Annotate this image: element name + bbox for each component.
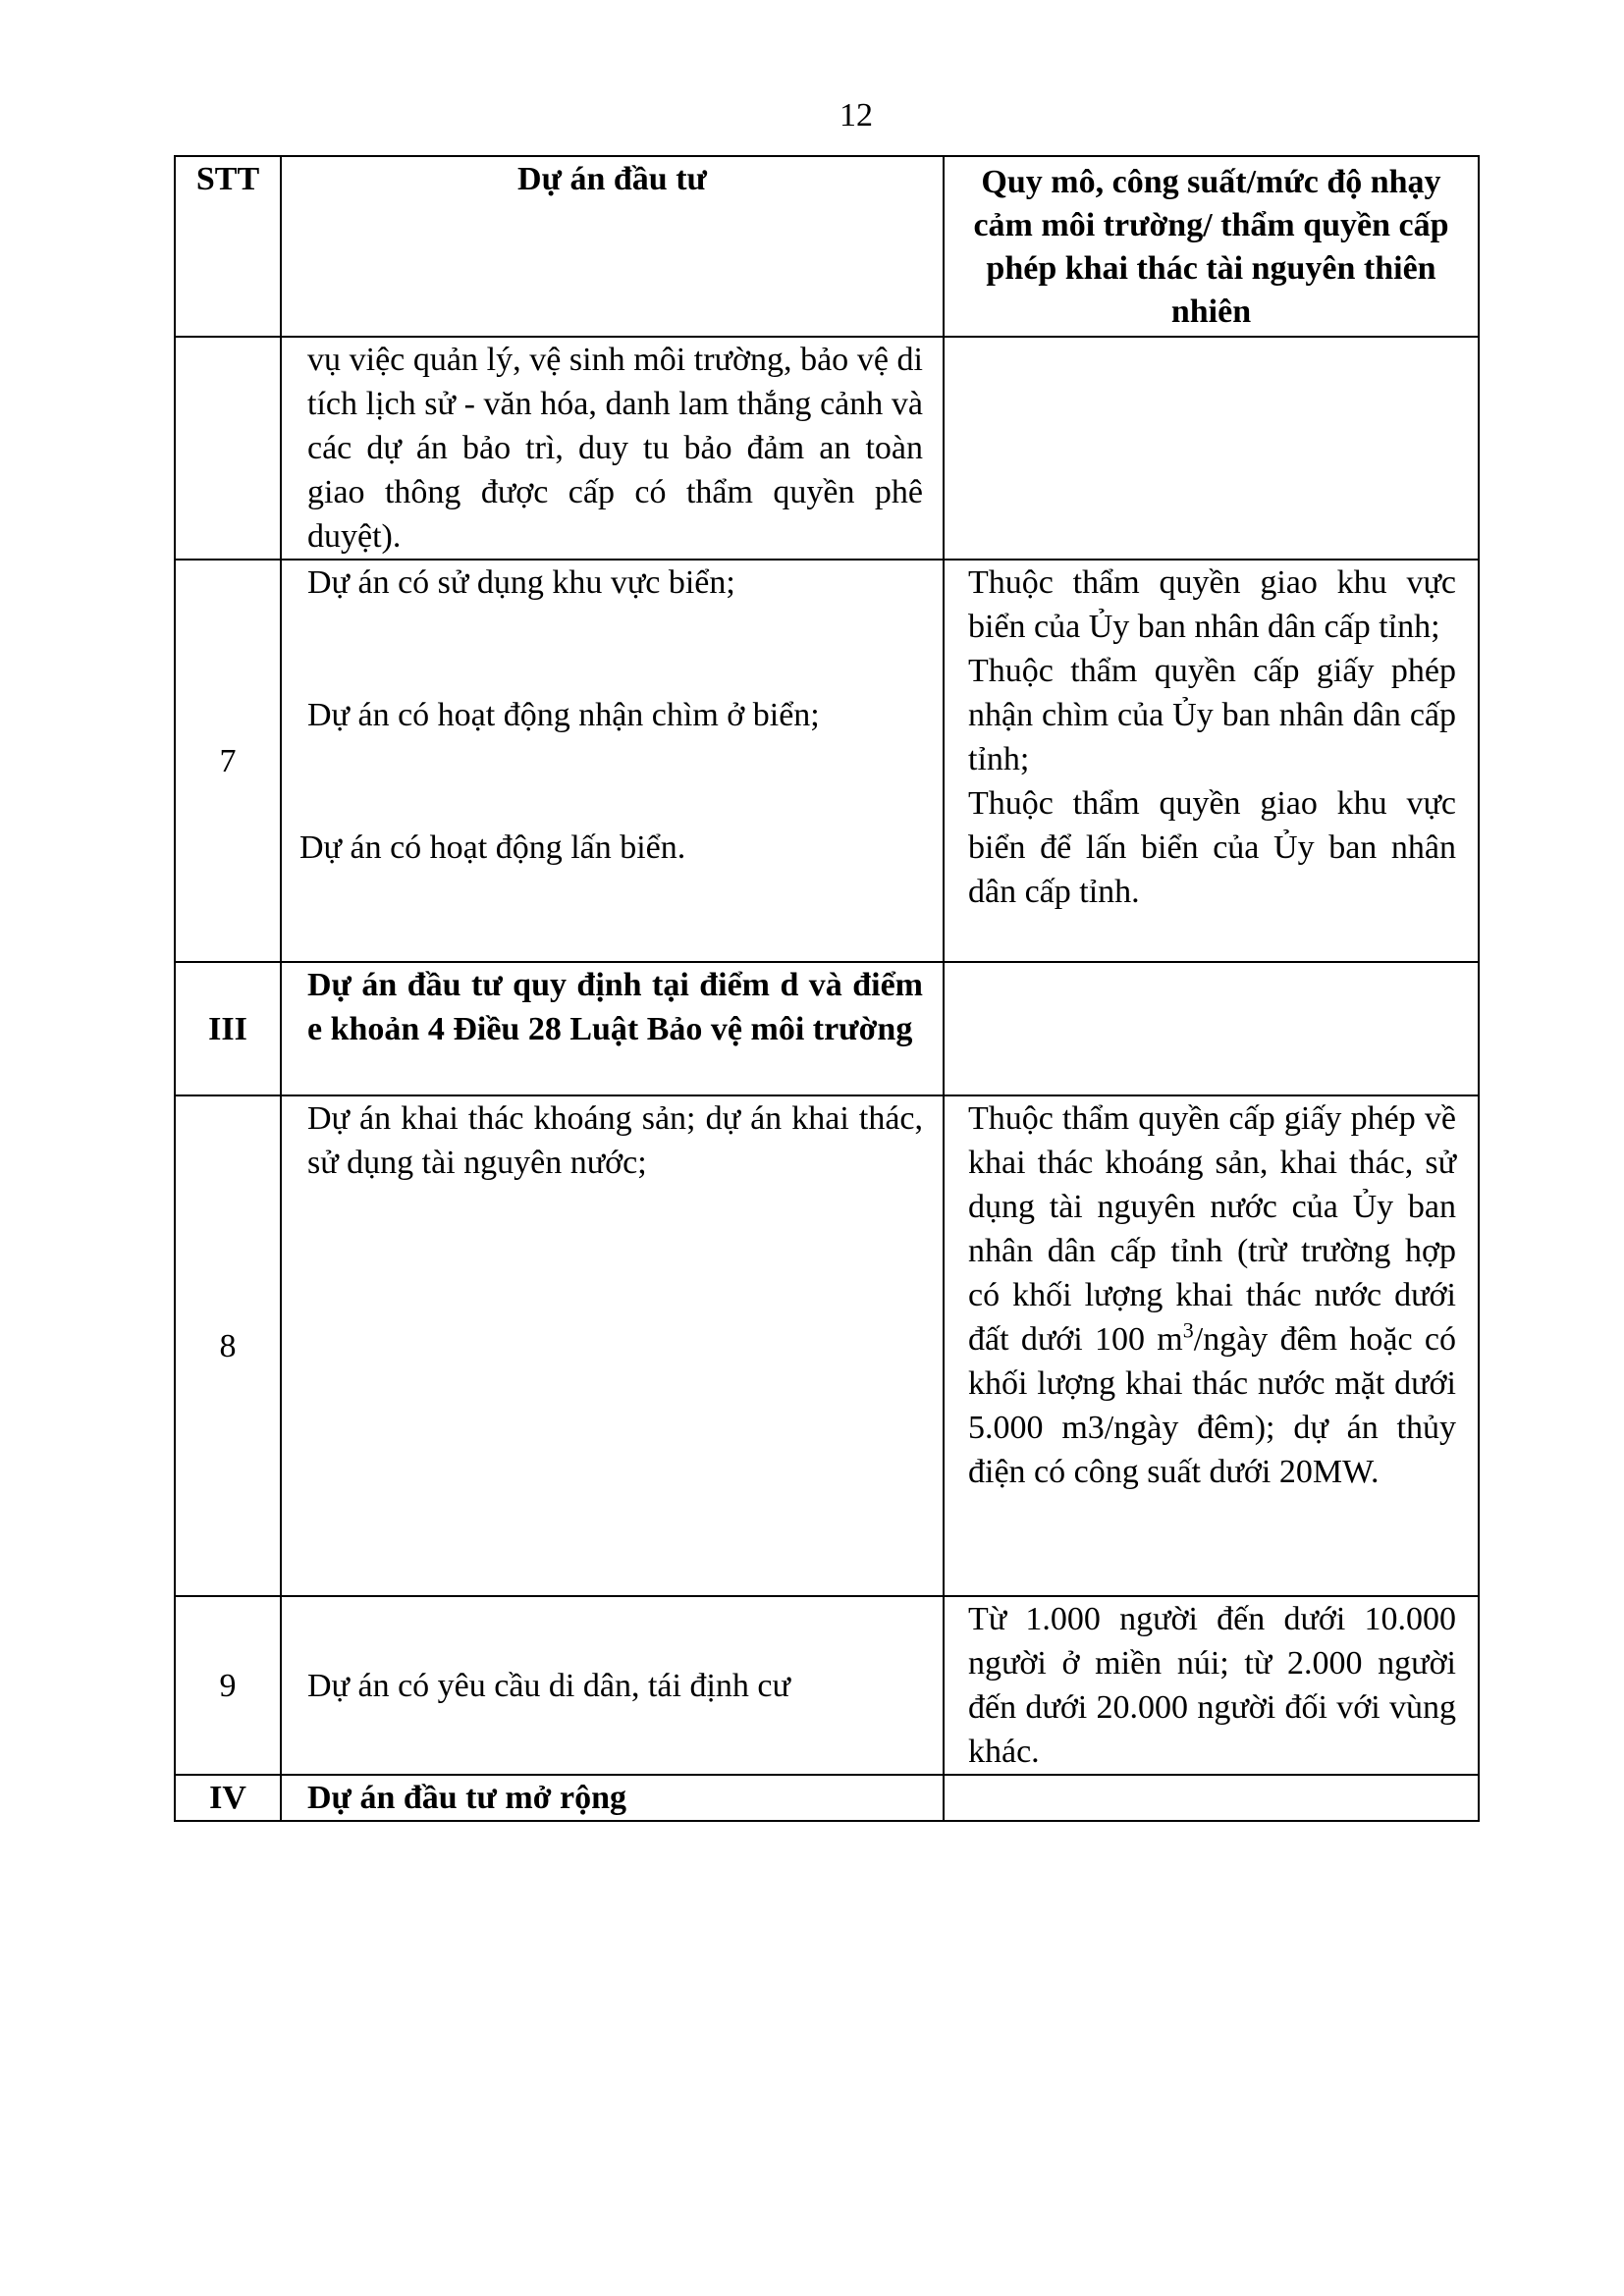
stt-cell: III	[175, 962, 281, 1095]
project-cell	[281, 560, 944, 962]
table-row-section-iii	[175, 962, 1479, 1095]
table-row-7	[175, 560, 1479, 962]
scale-item: Thuộc thẩm quyền giao khu vực biển của Ủy ban nhân dân cấp tỉnh;	[968, 564, 1456, 645]
project-cell: Dự án đầu tư mở rộng	[281, 1775, 944, 1821]
table-row-continuation	[175, 337, 1479, 560]
scale-cell	[944, 337, 1479, 560]
header-project: Dự án đầu tư	[281, 156, 944, 337]
project-item: Dự án có sử dụng khu vực biển;	[307, 564, 735, 601]
scale-item: Thuộc thẩm quyền cấp giấy phép nhận chìm của Ủy ban nhân dân cấp tỉnh;	[968, 653, 1456, 777]
project-cell: Dự án khai thác khoáng sản; dự án khai thác, sử dụng tài nguyên nước;	[281, 1095, 944, 1596]
scale-text-part2: /ngày đêm hoặc có khối lượng khai thác nước mặt dưới 5.000 m3/ngày đêm); dự án thủy điện có công suất dưới 20MW.	[968, 1321, 1456, 1490]
scale-item: Thuộc thẩm quyền giao khu vực biển để lấn biển của Ủy ban nhân dân cấp tỉnh.	[968, 785, 1456, 910]
stt-cell: IV	[175, 1775, 281, 1821]
superscript: 3	[1182, 1317, 1194, 1343]
project-item: Dự án có hoạt động nhận chìm ở biển;	[307, 697, 820, 733]
scale-text-part1: Thuộc thẩm quyền cấp giấy phép về khai thác khoáng sản, khai thác, sử dụng tài nguyên nước của Ủy ban nhân dân cấp tỉnh (trừ trường hợp có khối lượng khai thác nước dưới đất dưới 100 m	[968, 1100, 1456, 1358]
stt-cell: 8	[175, 1095, 281, 1596]
scale-cell	[944, 1095, 1479, 1596]
table-row-section-iv	[175, 1775, 1479, 1821]
header-scale: Quy mô, công suất/mức độ nhạy cảm môi trường/ thẩm quyền cấp phép khai thác tài nguyên thiên nhiên	[944, 156, 1479, 337]
header-stt: STT	[175, 156, 281, 337]
scale-cell	[944, 560, 1479, 962]
project-cell: Dự án đầu tư quy định tại điểm d và điểm e khoản 4 Điều 28 Luật Bảo vệ môi trường	[281, 962, 944, 1095]
project-cell: Dự án có yêu cầu di dân, tái định cư	[281, 1596, 944, 1775]
stt-cell	[175, 337, 281, 560]
table-row-8	[175, 1095, 1479, 1596]
project-table	[174, 155, 1480, 1822]
page-number: 12	[839, 97, 873, 133]
table-row-9	[175, 1596, 1479, 1775]
scale-cell	[944, 1775, 1479, 1821]
project-cell: vụ việc quản lý, vệ sinh môi trường, bảo vệ di tích lịch sử - văn hóa, danh lam thắng cảnh và các dự án bảo trì, duy tu bảo đảm an toàn giao thông được cấp có thẩm quyền phê duyệt).	[281, 337, 944, 560]
scale-cell: Từ 1.000 người đến dưới 10.000 người ở miền núi; từ 2.000 người đến dưới 20.000 người đối với vùng khác.	[944, 1596, 1479, 1775]
project-item: Dự án có hoạt động lấn biển.	[299, 829, 686, 866]
table-header-row	[175, 156, 1479, 337]
stt-cell: 7	[175, 560, 281, 962]
scale-cell	[944, 962, 1479, 1095]
stt-cell: 9	[175, 1596, 281, 1775]
